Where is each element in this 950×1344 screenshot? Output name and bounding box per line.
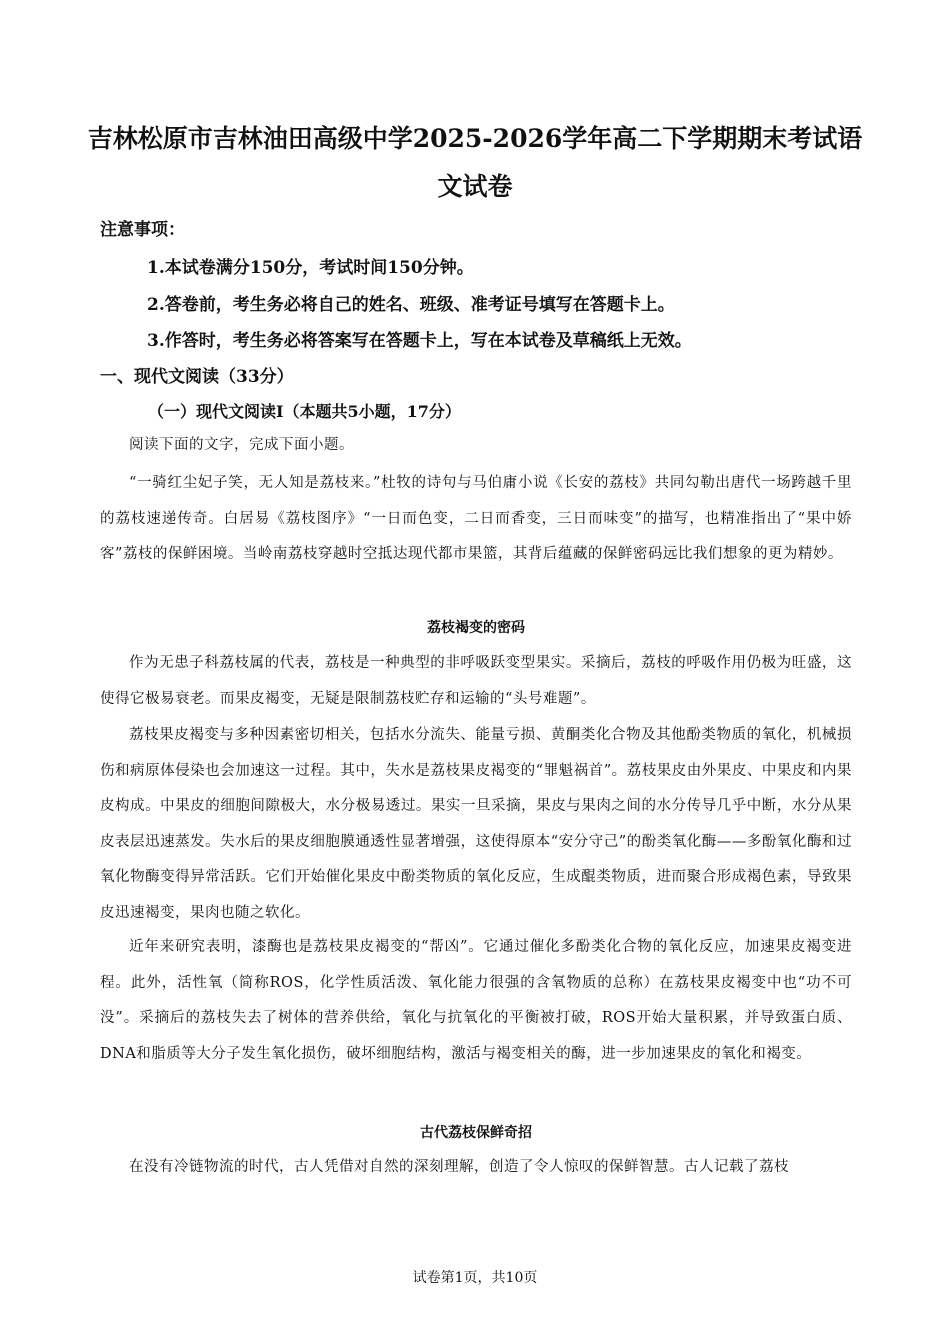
section-heading: 一、现代文阅读（33分） [100, 367, 294, 387]
article-subtitle-browning: 荔枝褐变的密码 [427, 620, 525, 636]
notice-item-2: 2.答卷前，考生务必将自己的姓名、班级、准考证号填写在答题卡上。 [147, 295, 675, 315]
intro-paragraph: “一骑红尘妃子笑，无人知是荔枝来。”杜牧的诗句与马伯庸小说《长安的荔枝》共同勾勒出唐代一场跨越千里的荔枝速递传奇。白居易《荔枝图序》“一日而色变，二日而香变，三日而味变”的描写，也精准指出了“果中娇客”荔枝的保鲜困境。当岭南荔枝穿越时空抵达现代都市果篮，其背后蕴藏的保鲜密码远比我们想象的更为精妙。 [100, 475, 852, 562]
paragraph-browning-causes: 荔枝果皮褐变与多种因素密切相关，包括水分流失、能量亏损、黄酮类化合物及其他酚类物质的氧化，机械损伤和病原体侵染也会加速这一过程。其中，失水是荔枝果皮褐变的“罪魁祸首”。荔枝果皮由外果皮、中果皮和内果皮构成。中果皮的细胞间隙极大，水分极易透过。果实一旦采摘，果皮与果肉之间的水分传导几乎中断，水分从果皮表层迅速蒸发。失水后的果皮细胞膜通透性显著增强，这使得原本“安分守己”的酚类氧化酶——多酚氧化酶和过氧化物酶变得异常活跃。它们开始催化果皮中酚类物质的氧化反应，生成醌类物质，进而聚合形成褐色素，导致果皮迅速褐变，果肉也随之软化。 [100, 727, 852, 921]
subsection-heading: （一）现代文阅读I（本题共5小题，17分） [148, 402, 461, 421]
paragraph-browning-intro: 作为无患子科荔枝属的代表，荔枝是一种典型的非呼吸跃变型果实。采摘后，荔枝的呼吸作用仍极为旺盛，这使得它极易衰老。而果皮褐变，无疑是限制荔枝贮存和运输的“头号难题”。 [100, 655, 852, 707]
exam-title-line2: 文试卷 [437, 172, 513, 201]
reading-instruction: 阅读下面的文字，完成下面小题。 [129, 437, 354, 453]
paragraph-laccase-ros: 近年来研究表明，漆酶也是荔枝果皮褐变的“帮凶”。它通过催化多酚类化合物的氧化反应，加速果皮褐变进程。此外，活性氧（简称ROS，化学性质活泼、氧化能力很强的含氧物质的总称）在荔枝果皮褐变中也“功不可没”。采摘后的荔枝失去了树体的营养供给，氧化与抗氧化的平衡被打破，ROS开始大量积累，并导致蛋白质、DNA和脂质等大分子发生氧化损伤，破坏细胞结构，激活与褐变相关的酶，进一步加速果皮的氧化和褐变。 [100, 939, 852, 1062]
notice-item-3: 3.作答时，考生务必将答案写在答题卡上，写在本试卷及草稿纸上无效。 [147, 331, 692, 351]
notice-item-1: 1.本试卷满分150分，考试时间150分钟。 [147, 258, 474, 278]
article-subtitle-ancient: 古代荔枝保鲜奇招 [420, 1125, 532, 1141]
notice-heading: 注意事项： [100, 220, 185, 240]
page-footer: 试卷第1页，共10页 [412, 1270, 538, 1286]
paragraph-ancient-preservation: 在没有冷链物流的时代，古人凭借对自然的深刻理解，创造了令人惊叹的保鲜智慧。古人记载了荔枝 [129, 1159, 789, 1175]
exam-title-line1: 吉林松原市吉林油田高级中学2025-2026学年高二下学期期末考试语 [87, 124, 863, 153]
